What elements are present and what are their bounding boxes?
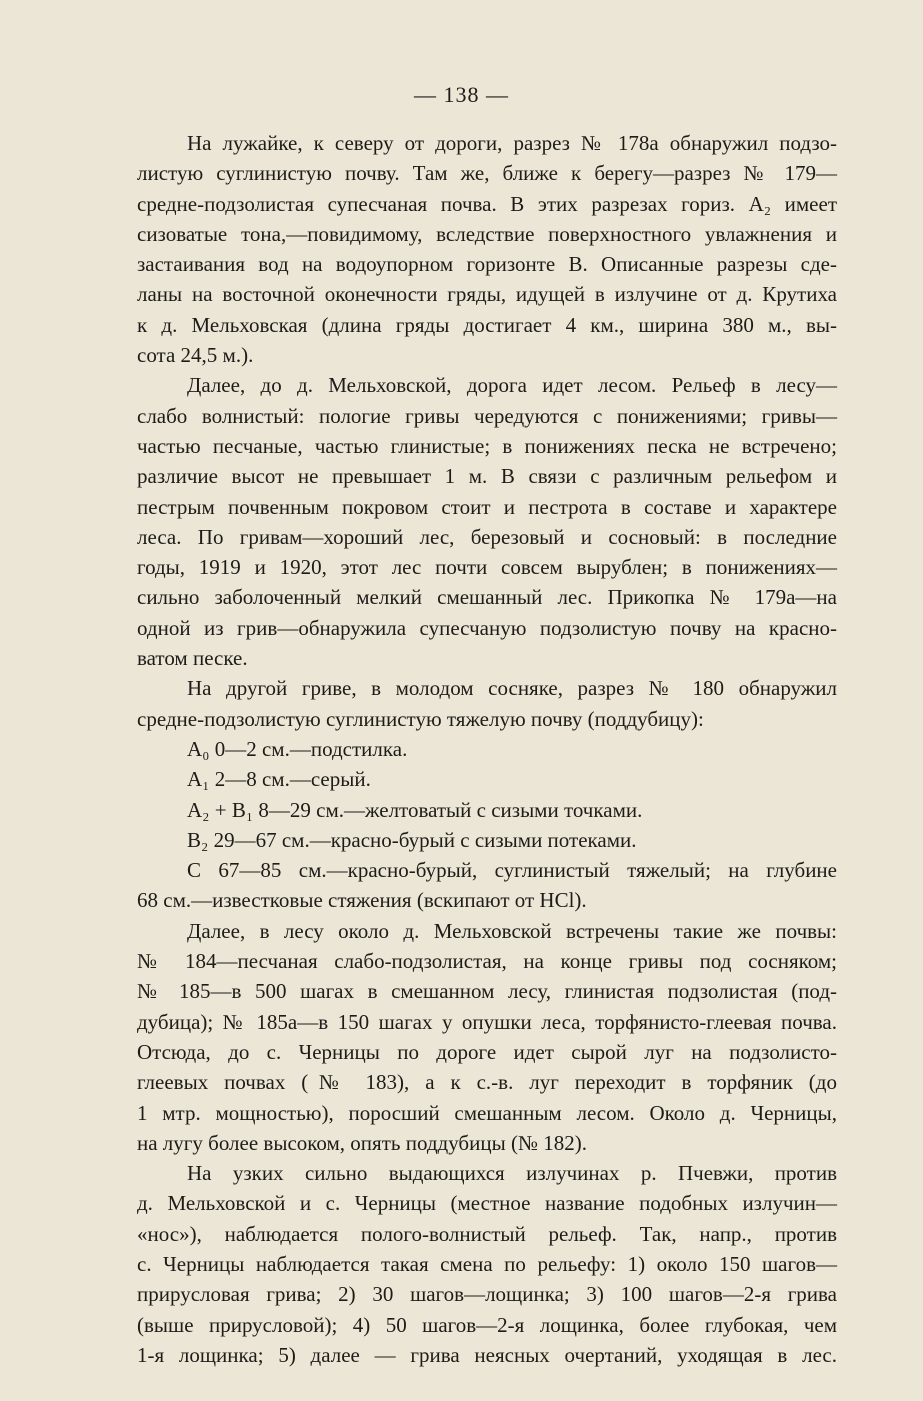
text-line: На другой гриве, в молодом сосняке, разрез № 180 обнаружил (187, 676, 837, 701)
text-line: средне-подзолистую суглинистую тяжелую почву (поддубицу): (137, 706, 704, 731)
text-line: слабо волнистый: пологие гривы чередуются с понижениями; гривы— (137, 403, 837, 428)
text-line: леса. По гривам—хороший лес, березовый и сосновый: в последние (137, 524, 837, 549)
text-line: пестрым почвенным покровом стоит и пестрота в составе и характере (137, 494, 837, 519)
text-line: А₂ + В₁ 8—29 см.—желтоватый с сизыми точками. (187, 797, 643, 822)
text-line: ланы на восточной оконечности гряды, идущей в излучине от д. Крутиха (137, 282, 837, 307)
page-number: — 138 — (414, 82, 509, 107)
text-line: листую суглинистую почву. Там же, ближе к берегу—разрез № 179— (137, 161, 837, 186)
text-line: Далее, в лесу около д. Мельховской встречены такие же почвы: (187, 918, 837, 943)
text-line: 68 см.—известковые стяжения (вскипают от HCl). (137, 888, 587, 913)
text-line: на лугу более высоком, опять поддубицы (№ 182). (137, 1130, 587, 1155)
text-line: (выше прирусловой); 4) 50 шагов—2-я лощинка, более глубокая, чем (137, 1312, 837, 1337)
text-line: «нос»), наблюдается полого-волнистый рельеф. Так, напр., против (137, 1221, 837, 1246)
text-line: сизоватые тона,—повидимому, вследствие поверхностного увлажнения и (137, 221, 837, 246)
text-line: частью песчаные, частью глинистые; в понижениях песка не встречено; (137, 433, 837, 458)
text-line: 1 мтр. мощностью), поросший смешанным лесом. Около д. Черницы, (137, 1100, 837, 1125)
text-line: различие высот не превышает 1 м. В связи с различным рельефом и (137, 464, 837, 489)
text-line: А₁ 2—8 см.—серый. (187, 767, 371, 792)
text-line: одной из грив—обнаружила супесчаную подзолистую почву на красно- (137, 615, 837, 640)
text-line: № 185—в 500 шагах в смешанном лесу, глинистая подзолистая (под- (137, 979, 837, 1004)
text-line: В₂ 29—67 см.—красно-бурый с сизыми потеками. (187, 827, 637, 852)
text-line: с. Черницы наблюдается такая смена по рельефу: 1) около 150 шагов— (137, 1251, 837, 1276)
text-line: средне-подзолистая супесчаная почва. В этих разрезах гориз. А₂ имеет (137, 191, 837, 216)
text-line: А₀ 0—2 см.—подстилка. (187, 736, 408, 761)
text-line: С 67—85 см.—красно-бурый, суглинистый тяжелый; на глубине (187, 858, 837, 883)
text-line: глеевых почвах (№ 183), а к с.-в. луг переходит в торфяник (до (137, 1070, 837, 1095)
text-line: сильно заболоченный мелкий смешанный лес. Прикопка № 179а—на (137, 585, 837, 610)
text-line: к д. Мельховская (длина гряды достигает 4 км., ширина 380 м., вы- (137, 312, 837, 337)
text-line: № 184—песчаная слабо-подзолистая, на конце гривы под сосняком; (137, 949, 837, 974)
text-line: д. Мельховской и с. Черницы (местное название подобных излучин— (137, 1191, 837, 1216)
text-line: дубица); № 185а—в 150 шагах у опушки леса, торфянисто-глеевая почва. (137, 1009, 837, 1034)
text-line: ватом песке. (137, 646, 248, 671)
text-line: застаивания вод на водоупорном горизонте В. Описанные разрезы сде- (137, 252, 837, 277)
text-line: На узких сильно выдающихся излучинах р. Пчевжи, против (187, 1161, 837, 1186)
text-line: На лужайке, к северу от дороги, разрез № 178а обнаружил подзо- (187, 131, 837, 155)
body-text (137, 128, 837, 1370)
text-line: сота 24,5 м.). (137, 343, 254, 368)
text-line: 1-я лощинка; 5) далее — грива неясных очертаний, уходящая в лес. (137, 1342, 837, 1367)
text-line: прирусловая грива; 2) 30 шагов—лощинка; 3) 100 шагов—2-я грива (137, 1282, 837, 1307)
text-line: Далее, до д. Мельховской, дорога идет лесом. Рельеф в лесу— (187, 373, 837, 398)
text-line: годы, 1919 и 1920, этот лес почти совсем вырублен; в понижениях— (137, 555, 837, 580)
text-line: Отсюда, до с. Черницы по дороге идет сырой луг на подзолисто- (137, 1039, 837, 1064)
